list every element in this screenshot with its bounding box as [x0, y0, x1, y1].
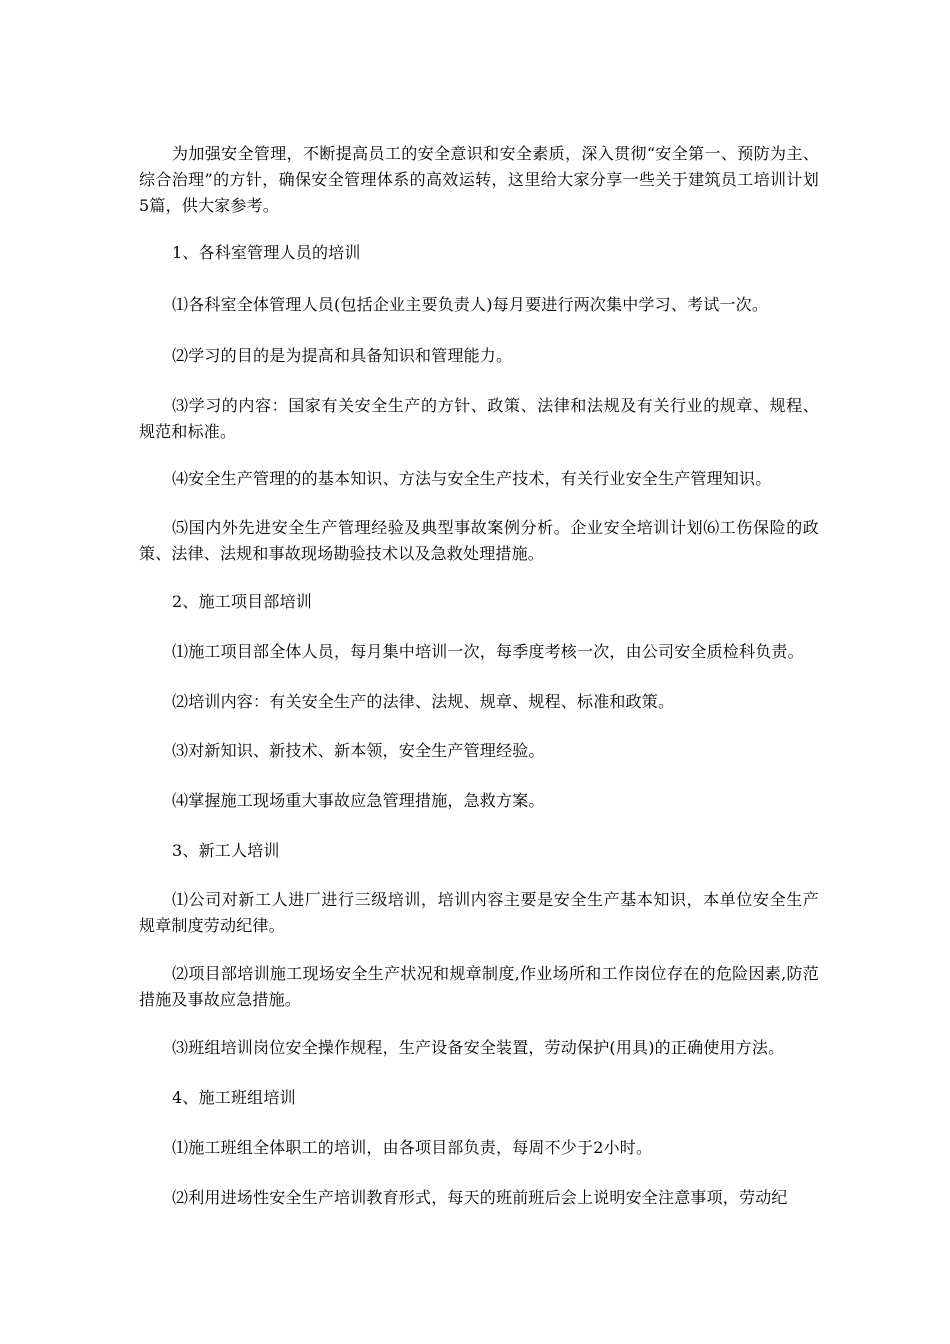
intro-paragraph: 为加强安全管理，不断提高员工的安全意识和安全素质，深入贯彻“安全第一、预防为主、综合治理”的方针，确保安全管理体系的高效运转，这里给大家分享一些关于建筑员工培训计划5篇，供大家参考。	[139, 144, 819, 215]
list-item: ⑴公司对新工人进厂进行三级培训，培训内容主要是安全生产基本知识，本单位安全生产规章制度劳动纪律。	[139, 890, 819, 935]
list-item: ⑵利用进场性安全生产培训教育形式，每天的班前班后会上说明安全注意事项，劳动纪	[172, 1188, 788, 1207]
list-item: ⑴施工班组全体职工的培训，由各项目部负责，每周不少于2小时。	[172, 1138, 653, 1157]
list-item: ⑵学习的目的是为提高和具备知识和管理能力。	[172, 346, 513, 365]
section-heading-2: 2、施工项目部培训	[172, 592, 312, 611]
list-item: ⑷安全生产管理的的基本知识、方法与安全生产技术，有关行业安全生产管理知识。	[172, 469, 772, 488]
list-item: ⑷掌握施工现场重大事故应急管理措施，急救方案。	[172, 791, 545, 810]
list-item: ⑵培训内容：有关安全生产的法律、法规、规章、规程、标准和政策。	[172, 692, 675, 711]
list-item: ⑶班组培训岗位安全操作规程，生产设备安全装置，劳动保护(用具)的正确使用方法。	[172, 1038, 785, 1057]
section-heading-3: 3、新工人培训	[172, 841, 280, 860]
section-heading-4: 4、施工班组培训	[172, 1088, 296, 1107]
list-item: ⑴施工项目部全体人员，每月集中培训一次，每季度考核一次，由公司安全质检科负责。	[172, 642, 804, 661]
list-item: ⑴各科室全体管理人员(包括企业主要负责人)每月要进行两次集中学习、考试一次。	[172, 295, 769, 314]
list-item: ⑶对新知识、新技术、新本领，安全生产管理经验。	[172, 741, 545, 760]
list-item: ⑵项目部培训施工现场安全生产状况和规章制度,作业场所和工作岗位存在的危险因素,防范措施及事故应急措施。	[139, 964, 819, 1009]
list-item: ⑶学习的内容：国家有关安全生产的方针、政策、法律和法规及有关行业的规章、规程、规范和标准。	[139, 396, 819, 441]
list-item: ⑸国内外先进安全生产管理经验及典型事故案例分析。企业安全培训计划⑹工伤保险的政策、法律、法规和事故现场勘验技术以及急救处理措施。	[139, 518, 819, 563]
section-heading-1: 1、各科室管理人员的培训	[172, 243, 361, 262]
